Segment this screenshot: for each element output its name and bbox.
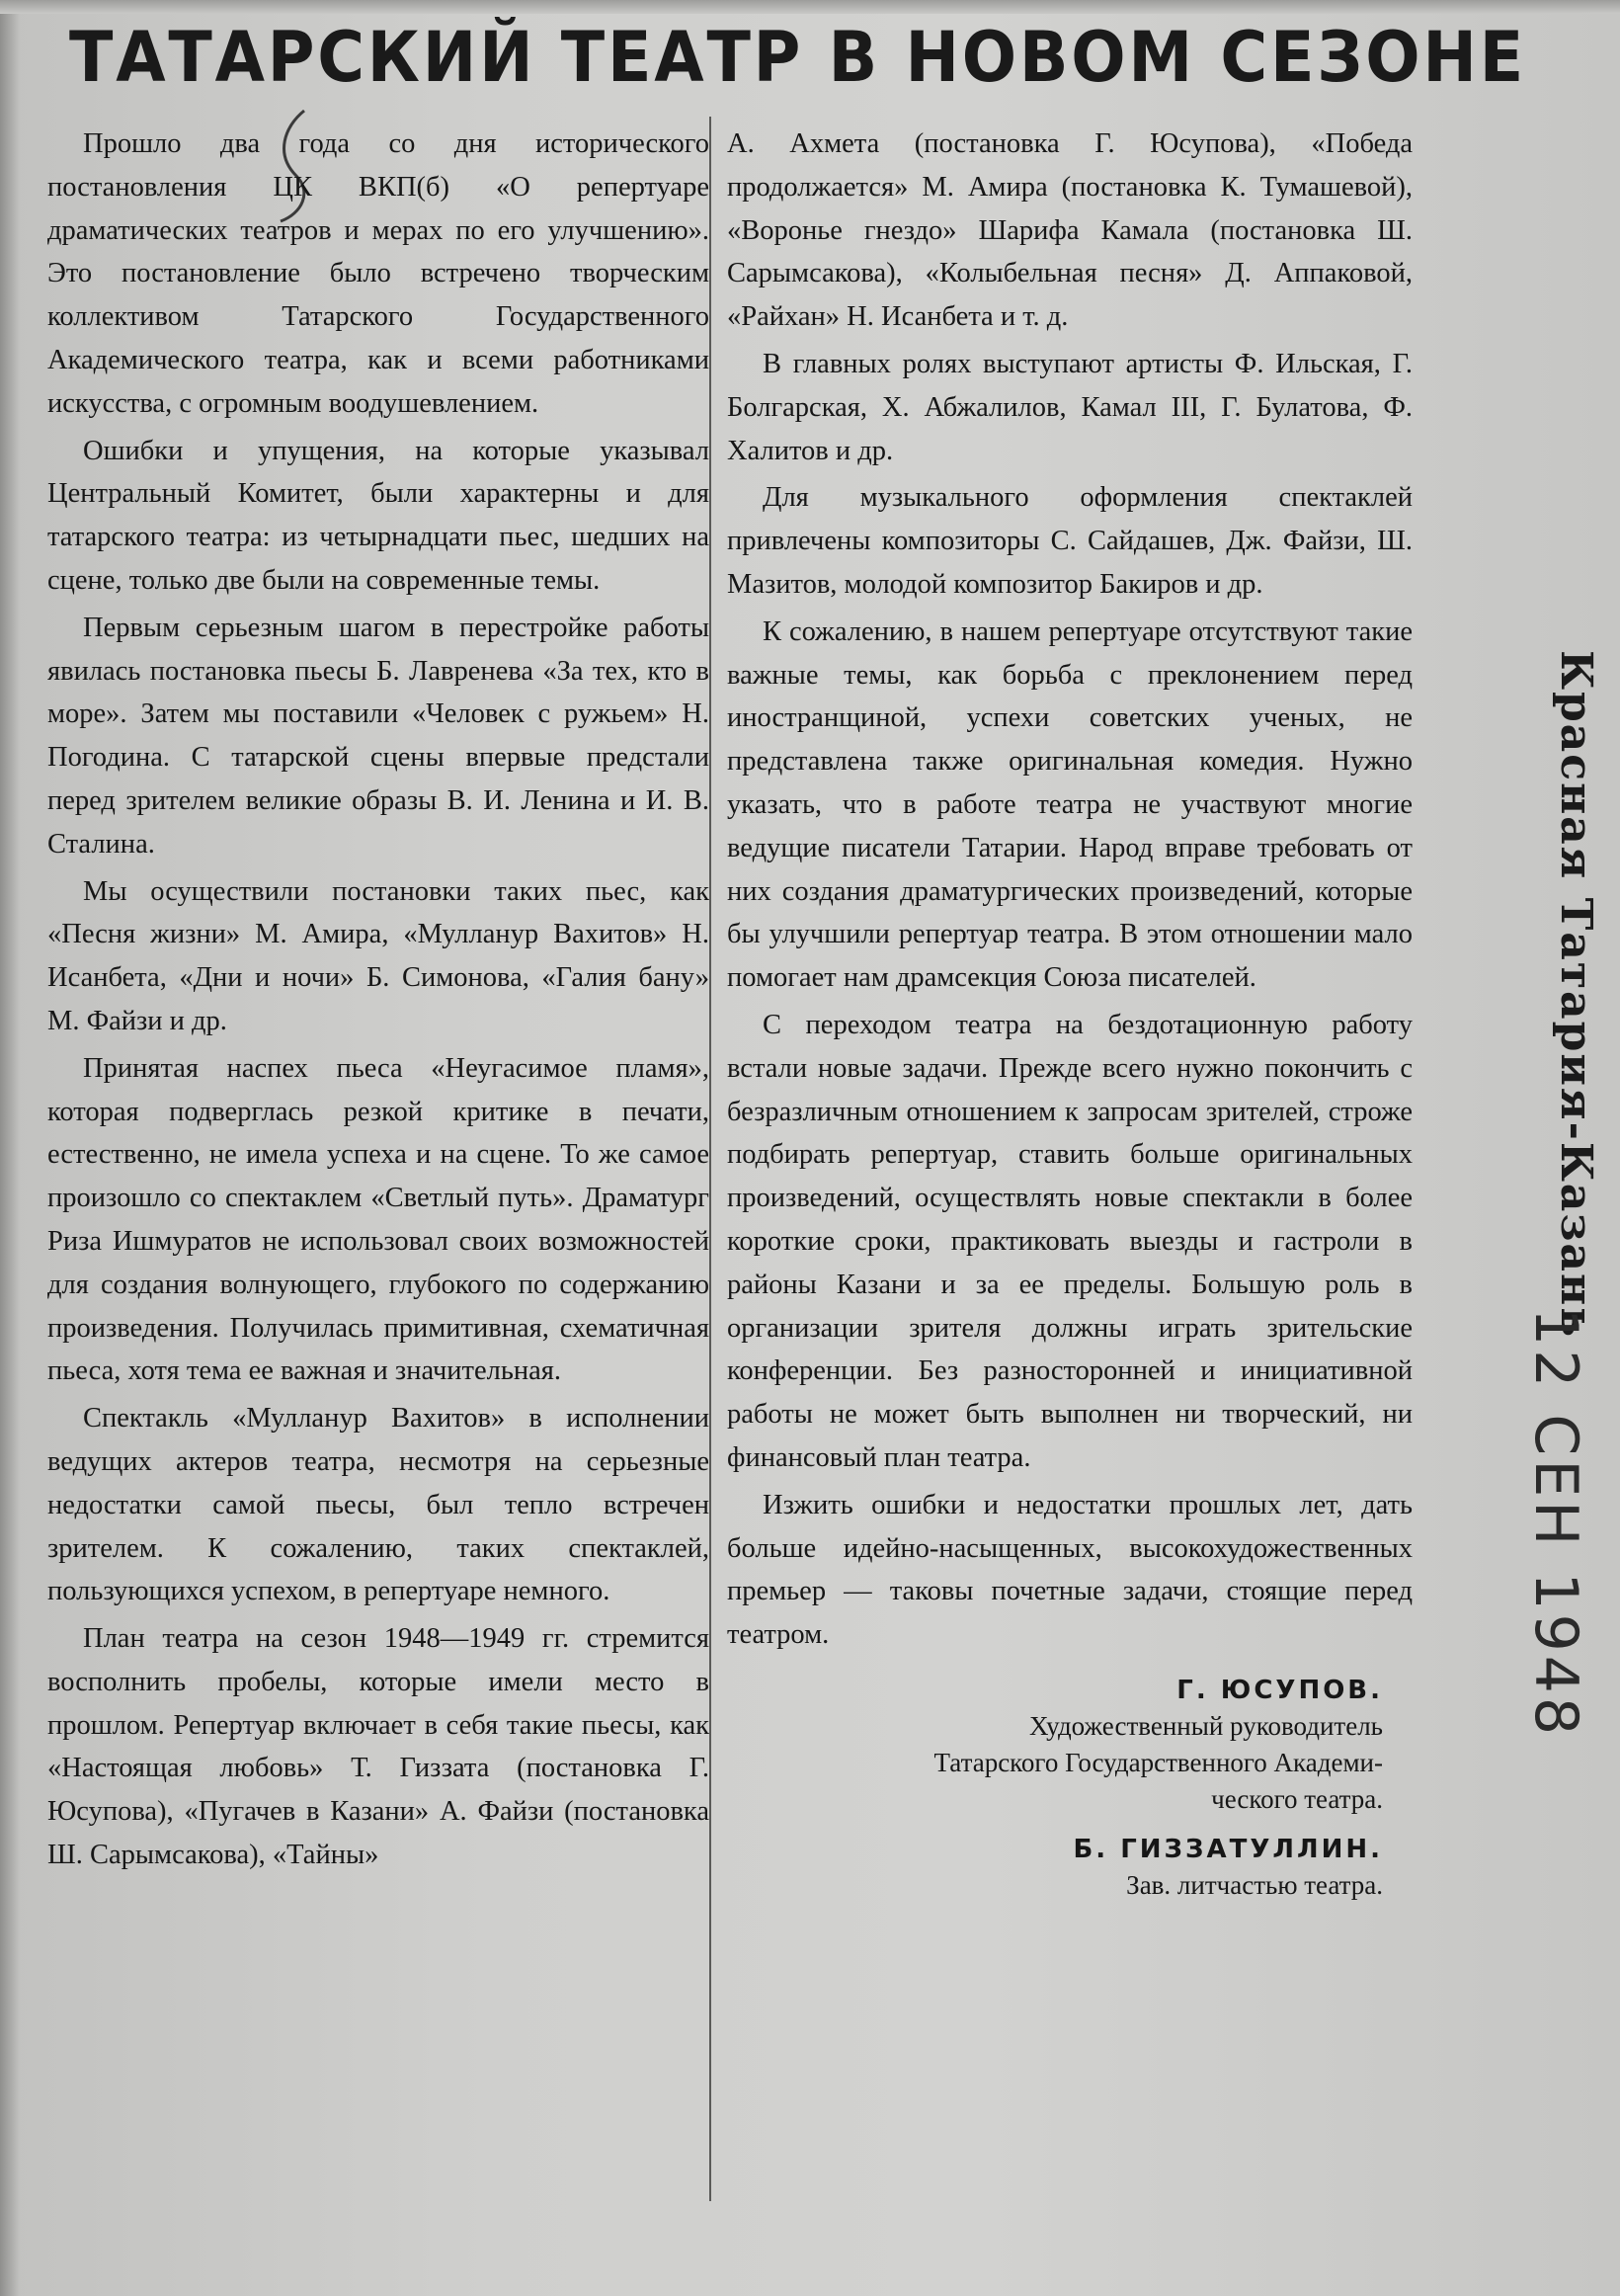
signature-block bbox=[727, 1671, 1413, 1902]
headline: ТАТАРСКИЙ ТЕАТР В НОВОМ СЕЗОНЕ bbox=[69, 17, 1526, 98]
paragraph-continuation: А. Ахмета (постановка Г. Юсупова), «Победа продолжается» М. Амира (постановка К. Тумашевой), «Воронье гнездо» Шарифа Камала (постановка Ш. Сарымсакова), «Колыбельная песня» Д. Аппаковой, «Райхан» Н. Исанбета и т. д. bbox=[727, 128, 1413, 333]
paragraph: Ошибки и упущения, на которые указывал Центральный Комитет, были характерны и для татарского театра: из четырнадцати пьес, шедших на сцене, только две были на современные темы. bbox=[47, 435, 709, 596]
clipping-edge-top bbox=[0, 0, 1620, 14]
author-name: Б. ГИЗЗАТУЛЛИН. bbox=[1073, 1834, 1383, 1864]
author-role: Зав. литчастью театра. bbox=[1126, 1869, 1383, 1900]
article-column-right bbox=[727, 123, 1413, 1906]
paragraph: Спектакль «Мулланур Вахитов» в исполнении ведущих актеров театра, несмотря на серьезные недостатки самой пьесы, был тепло встречен зрителем. К сожалению, таких спектаклей, пользующихся успехом, в репертуаре немного. bbox=[47, 1403, 709, 1607]
paragraph: Для музыкального оформления спектаклей привлечены композиторы С. Сайдашев, Дж. Файзи, Ш. Мазитов, молодой композитор Бакиров и др. bbox=[727, 482, 1413, 600]
paragraph: С переходом театра на бездотационную работу встали новые задачи. Прежде всего нужно покончить с безразличным отношением к запросам зрителей, строже подбирать репертуар, ставить больше оригинальных произведений, осуществлять новые спектакли в более короткие сроки, практиковать выезды и гастроли в районы Казани и за ее пределы. Большую роль в организации зрителя должны играть зрительские конференции. Без разносторонней и инициативной работы не может быть выполнен ни творческий, ни финансовый план театра. bbox=[727, 1009, 1413, 1473]
paragraph: Первым серьезным шагом в перестройке работы явилась постановка пьесы Б. Лавренева «За тех, кто в море». Затем мы поставили «Человек с ружьем» Н. Погодина. С татарской сцены впервые предстали перед зрителем великие образы В. И. Ленина и И. В. Сталина. bbox=[47, 612, 709, 860]
paragraph: Прошло два года со дня исторического постановления ЦК ВКП(б) «О репертуаре драматических театров и мерах по его улучшению». Это постановление было встречено творческим коллективом Татарского Государственного Академического театра, как и всеми работниками искусства, с огромным воодушевлением. bbox=[47, 128, 709, 419]
author-role: ческого театра. bbox=[1211, 1783, 1383, 1814]
paragraph: В главных ролях выступают артисты Ф. Ильская, Г. Болгарская, Х. Абжалилов, Камал III, Г. Булатова, Ф. Халитов и др. bbox=[727, 348, 1413, 466]
clipping-edge-left bbox=[0, 0, 20, 2296]
paragraph: Изжить ошибки и недостатки прошлых лет, дать больше идейно-насыщенных, высокохудожественных премьер — таковы почетные задачи, стоящие перед театром. bbox=[727, 1489, 1413, 1651]
article-column-left bbox=[47, 123, 709, 1881]
paragraph: К сожалению, в нашем репертуаре отсутствуют такие важные темы, как борьба с преклонением перед иностранщиной, успехи советских ученых, не представлена также оригинальная комедия. Нужно указать, что в работе театра не участвуют многие ведущие писатели Татарии. Народ вправе требовать от них создания драматургических произведений, которые бы улучшили репертуар театра. В этом отношении мало помогает нам драмсекция Союза писателей. bbox=[727, 615, 1413, 994]
column-divider bbox=[709, 117, 711, 2201]
author-role: Татарского Государственного Академи- bbox=[933, 1747, 1383, 1777]
paragraph: Мы осуществили постановки таких пьес, как «Песня жизни» М. Амира, «Мулланур Вахитов» Н. Исанбета, «Дни и ночи» Б. Симонова, «Галия бану» М. Файзи и др. bbox=[47, 875, 709, 1036]
paragraph: План театра на сезон 1948—1949 гг. стремится восполнить пробелы, которые имели место в прошлом. Репертуар включает в себя такие пьесы, как «Настоящая любовь» Т. Гиззата (постановка Г. Юсупова), «Пугачев в Казани» А. Файзи (постановка Ш. Сарымсакова), «Тайны» bbox=[47, 1623, 709, 1871]
author-role: Художественный руководитель bbox=[1029, 1710, 1383, 1741]
date-stamp: 12 СЕН 1948 bbox=[1521, 1308, 1590, 1740]
paragraph: Принятая наспех пьеса «Неугасимое пламя», которая подверглась резкой критике в печати, естественно, не имела успеха и на сцене. То же самое произошло со спектаклем «Светлый путь». Драматург Риза Ишмуратов не использовал своих возможностей для создания волнующего, глубокого по содержанию произведения. Получилась примитивная, схематичная пьеса, хотя тема ее важная и значительная. bbox=[47, 1052, 709, 1387]
source-label: Красная Татария-Казань bbox=[1551, 650, 1601, 1340]
author-name: Г. ЮСУПОВ. bbox=[1176, 1675, 1383, 1705]
